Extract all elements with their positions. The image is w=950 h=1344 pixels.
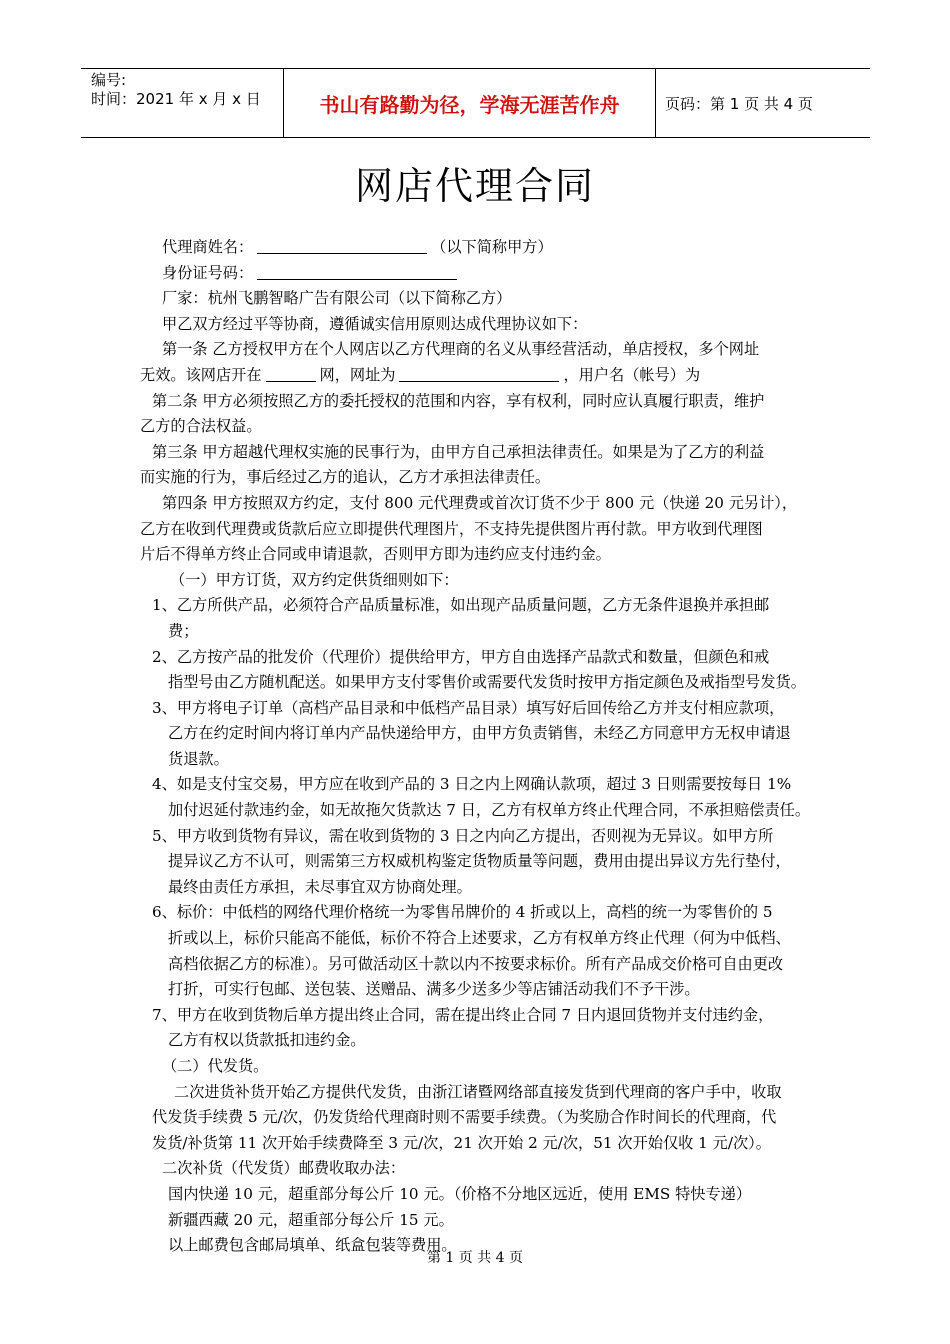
text-segment: 乙方在收到代理费或货款后应立即提供代理图片，不支持先提供图片再付款。甲方收到代理图 (140, 519, 763, 538)
text-segment: 代理商姓名： (162, 238, 254, 256)
fill-in-blank (257, 262, 457, 280)
header-meta (81, 69, 284, 137)
text-segment: 以上邮费包含邮局填单、纸盒包装等费用。 (168, 1236, 457, 1255)
text-line (140, 926, 856, 952)
text-segment: 第二条 甲方必须按照乙方的委托授权的范围和内容，享有权利，同时应认真履行职责，维护 (152, 391, 765, 410)
text-line (140, 1054, 856, 1080)
text-line (140, 1028, 856, 1054)
text-segment: 发货/补货第 11 次开始手续费降至 3 元/次，21 次开始 2 元/次，51 次开始仅收 1 元/次）。 (152, 1133, 771, 1152)
text-line (140, 875, 856, 901)
text-segment: 二次补货（代发货）邮费收取办法： (162, 1159, 405, 1178)
text-segment: 7、甲方在收到货物后单方提出终止合同，需在提出终止合同 7 日内退回货物并支付违约金， (152, 1005, 774, 1024)
text-line (140, 440, 856, 466)
text-segment: 高档依据乙方的标准）。另可做活动区十款以内不按要求标价。所有产品成交价格可自由更改 (168, 954, 784, 973)
text-segment: 3、甲方将电子订单（高档产品目录和中低档产品目录）填写好后回传给乙方并支付相应款项， (152, 698, 785, 717)
text-line (140, 696, 856, 722)
text-segment: 第一条 乙方授权甲方在个人网店以乙方代理商的名义从事经营活动，单店授权，多个网址 (162, 340, 760, 359)
document-title: 网店代理合同 (354, 164, 595, 208)
text-segment: 2、乙方按产品的批发价（代理价）提供给甲方，甲方自由选择产品款式和数量，但颜色和戒 (152, 647, 770, 666)
header-page-number: 页码：第 1 页 共 4 页 (665, 94, 813, 113)
text-segment: 而实施的行为，事后经过乙方的追认，乙方才承担法律责任。 (140, 468, 551, 487)
text-line (140, 977, 856, 1003)
text-line (140, 261, 856, 287)
text-line (140, 619, 856, 645)
text-segment: 1、乙方所供产品，必须符合产品质量标准，如出现产品质量问题，乙方无条件退换并承担邮 (152, 596, 770, 615)
text-line (140, 798, 856, 824)
doc-date-label: 时间：2021 年 x 月 x 日 (91, 90, 261, 108)
text-line (140, 414, 856, 440)
text-segment: 二次进货补货开始乙方提供代发货，由浙江诸暨网络部直接发货到代理商的客户手中，收取 (174, 1082, 782, 1101)
text-line (140, 286, 856, 312)
text-line (140, 772, 856, 798)
text-segment: 费； (168, 621, 199, 640)
text-line (140, 1003, 856, 1029)
text-segment: 加付迟延付款违约金，如无故拖欠货款达 7 日，乙方有权单方终止代理合同，不承担赔偿责任。 (168, 801, 811, 820)
text-segment: 4、如是支付宝交易，甲方应在收到产品的 3 日之内上网确认款项，超过 3 日则需要按每日 1% (152, 775, 792, 794)
fill-in-blank (399, 364, 559, 382)
text-line (140, 1080, 856, 1106)
text-line (140, 721, 856, 747)
text-segment: 提异议乙方不认可，则需第三方权威机构鉴定货物质量等问题，费用由提出异议方先行垫付， (168, 852, 791, 871)
text-segment: 打折，可实行包邮、送包装、送赠品、满多少送多少等店铺活动我们不予干涉。 (168, 980, 700, 999)
text-segment: （二）代发货。 (162, 1057, 269, 1075)
text-segment: 指型号由乙方随机配送。如果甲方支付零售价或需要代发货时按甲方指定颜色及戒指型号发货。 (168, 673, 806, 692)
text-segment: 乙方的合法权益。 (140, 417, 262, 436)
text-line (140, 952, 856, 978)
text-segment: 5、甲方收到货物有异议，需在收到货物的 3 日之内向乙方提出，否则视为无异议。如甲方所 (152, 826, 774, 845)
text-line (140, 568, 856, 594)
text-segment: （一）甲方订货，双方约定供货细则如下： (170, 570, 459, 589)
text-segment: 无效。该网店开在 (140, 365, 262, 384)
text-segment: 甲乙双方经过平等协商，遵循诚实信用原则达成代理协议如下： (162, 314, 588, 333)
text-line (140, 1156, 856, 1182)
text-segment: 第三条 甲方超越代理权实施的民事行为，由甲方自己承担法律责任。如果是为了乙方的利益 (152, 442, 765, 461)
text-segment: 网，网址为 (319, 365, 396, 384)
text-segment: （以下简称甲方） (431, 238, 553, 256)
text-line (140, 849, 856, 875)
text-segment: 代发货手续费 5 元/次，仍发货给代理商时则不需要手续费。（为奖励合作时间长的代理商，代 (152, 1108, 777, 1127)
text-line (140, 670, 856, 696)
text-segment: ，用户名（帐号）为 (563, 365, 701, 384)
text-segment: 乙方有权以货款抵扣违约金。 (168, 1031, 366, 1050)
text-line (140, 465, 856, 491)
text-line (140, 389, 856, 415)
header-motto: 书山有路勤为径，学海无涯苦作舟 (284, 69, 656, 137)
fill-in-blank (266, 364, 316, 382)
text-line (140, 645, 856, 671)
text-segment: 第四条 甲方按照双方约定，支付 800 元代理费或首次订货不少于 800 元（快递 20 元另计）， (162, 493, 798, 512)
text-line (140, 312, 856, 338)
fill-in-blank (257, 236, 427, 254)
text-segment: 乙方在约定时间内将订单内产品快递给甲方，由甲方负责销售，未经乙方同意甲方无权申请退 (168, 724, 791, 743)
text-line (140, 900, 856, 926)
text-line (140, 1131, 856, 1157)
text-segment: 国内快递 10 元，超重部分每公斤 10 元。（价格不分地区远近，使用 EMS 特快专递） (168, 1184, 752, 1203)
text-line (140, 337, 856, 363)
text-segment: 身份证号码： (162, 263, 254, 282)
text-segment: 最终由责任方承担，未尽事宜双方协商处理。 (168, 877, 472, 896)
text-line (140, 363, 856, 389)
text-line (140, 747, 856, 773)
text-segment: 6、标价：中低档的网络代理价格统一为零售吊牌价的 4 折或以上，高档的统一为零售价的 5 (152, 903, 773, 922)
text-line (140, 491, 856, 517)
text-line (140, 1182, 856, 1208)
text-segment: 货退款。 (168, 749, 229, 768)
text-line (140, 517, 856, 543)
text-line (140, 542, 856, 568)
text-line (140, 593, 856, 619)
text-segment: 折或以上，标价只能高不能低，标价不符合上述要求，乙方有权单方终止代理（何为中低档、 (168, 929, 791, 948)
doc-code-label: 编号: (91, 71, 127, 89)
text-segment: 新疆西藏 20 元，超重部分每公斤 15 元。 (168, 1210, 454, 1229)
text-segment: 厂家：杭州飞鹏智略广告有限公司（以下简称乙方） (162, 289, 512, 308)
text-line (140, 1208, 856, 1234)
text-segment: 片后不得单方终止合同或申请退款，否则甲方即为违约应支付违约金。 (140, 545, 611, 564)
text-line (140, 1105, 856, 1131)
page-footer: 第 1 页 共 4 页 (426, 1250, 524, 1266)
contract-body (140, 235, 856, 1259)
page-header (81, 68, 870, 138)
text-line (140, 824, 856, 850)
text-line (140, 235, 856, 261)
